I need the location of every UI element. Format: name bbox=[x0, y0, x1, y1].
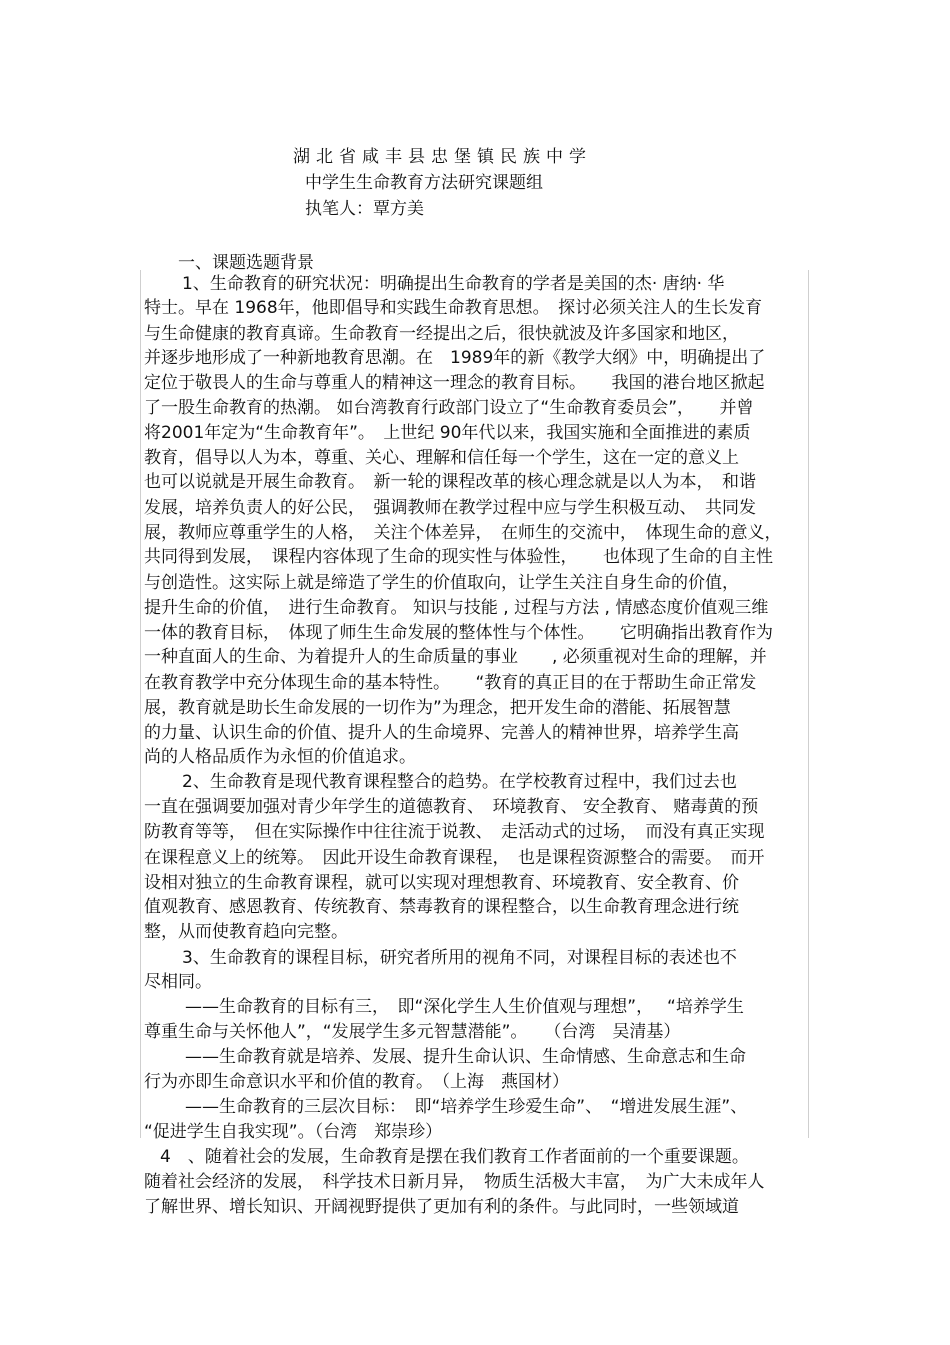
text-line: 提升生命的价值， 进行生命教育。 知识与技能 , 过程与方法 , 情感态度价值观三维 bbox=[144, 598, 769, 618]
text-line: 1、生命教育的研究状况：明确提出生命教育的学者是美国的杰· 唐纳· 华 bbox=[182, 274, 725, 294]
text-line: 一直在强调要加强对青少年学生的道德教育、 环境教育、 安全教育、 赌毒黄的预 bbox=[144, 797, 759, 817]
text-line: 了解世界、增长知识、开阔视野提供了更加有利的条件。与此同时，一些领域道 bbox=[144, 1197, 739, 1217]
text-line: 定位于敬畏人的生命与尊重人的精神这一理念的教育目标。 我国的港台地区掀起 bbox=[144, 373, 765, 393]
text-line: 尚的人格品质作为永恒的价值追求。 bbox=[144, 747, 416, 767]
text-line: 将2001年定为“生命教育年”。 上世纪 90年代以来，我国实施和全面推进的素质 bbox=[144, 423, 751, 443]
text-line: 与生命健康的教育真谛。生命教育一经提出之后，很快就波及许多国家和地区， bbox=[144, 324, 739, 344]
text-line: 3、生命教育的课程目标，研究者所用的视角不同，对课程目标的表述也不 bbox=[182, 948, 737, 968]
section-heading: 一、课题选题背景 bbox=[178, 253, 314, 273]
text-line: 整，从而使教育趋向完整。 bbox=[144, 922, 348, 942]
text-line: 在课程意义上的统筹。 因此开设生命教育课程， 也是课程资源整合的需要。 而开 bbox=[144, 848, 765, 868]
school-name: 湖北省咸丰县忠堡镇民族中学 bbox=[293, 147, 592, 167]
text-line: 了一股生命教育的热潮。 如台湾教育行政部门设立了“生命教育委员会”， 并曾 bbox=[144, 398, 754, 418]
text-line: 并逐步地形成了一种新地教育思潮。在 1989年的新《教学大纲》中，明确提出了 bbox=[144, 348, 766, 368]
text-line: ——生命教育的三层次目标： 即“培养学生珍爱生命”、 “增进发展生涯”、 bbox=[185, 1097, 748, 1117]
text-line: ——生命教育的目标有三， 即“深化学生人生价值观与理想”， “培养学生 bbox=[185, 997, 744, 1017]
text-line: 2、生命教育是现代教育课程整合的趋势。在学校教育过程中，我们过去也 bbox=[182, 772, 737, 792]
text-line: 教育，倡导以人为本，尊重、关心、理解和信任每一个学生，这在一定的意义上 bbox=[144, 448, 739, 468]
text-line: 展，教育就是助长生命发展的一切作为”为理念，把开发生命的潜能、拓展智慧 bbox=[144, 698, 731, 718]
research-group: 中学生生命教育方法研究课题组 bbox=[305, 173, 543, 193]
text-line: 设相对独立的生命教育课程，就可以实现对理想教育、环境教育、安全教育、价 bbox=[144, 873, 739, 893]
text-line: 在教育教学中充分体现生命的基本特性。 “教育的真正目的在于帮助生命正常发 bbox=[144, 673, 757, 693]
text-line: 也可以说就是开展生命教育。 新一轮的课程改革的核心理念就是以人为本， 和谐 bbox=[144, 472, 756, 492]
text-line: 防教育等等， 但在实际操作中往往流于说教、 走活动式的过场， 而没有真正实现 bbox=[144, 822, 765, 842]
text-line: ——生命教育就是培养、发展、提升生命认识、生命情感、生命意志和生命 bbox=[185, 1047, 746, 1067]
text-line: 展，教师应尊重学生的人格， 关注个体差异， 在师生的交流中， 体现生命的意义， bbox=[144, 523, 782, 543]
text-line: 共同得到发展， 课程内容体现了生命的现实性与体验性， 也体现了生命的自主性 bbox=[144, 547, 773, 567]
text-line: 行为亦即生命意识水平和价值的教育。 （上海 燕国材） bbox=[144, 1072, 569, 1092]
text-line: 一种直面人的生命、为着提升人的生命质量的事业 , 必须重视对生命的理解，并 bbox=[144, 647, 767, 667]
text-line: 4 、随着社会的发展，生命教育是摆在我们教育工作者面前的一个重要课题。 bbox=[160, 1147, 749, 1167]
author-line: 执笔人：覃方美 bbox=[305, 199, 424, 219]
text-line: “促进学生自我实现”。（台湾 郑崇珍） bbox=[144, 1122, 443, 1142]
text-line: 随着社会经济的发展， 科学技术日新月异， 物质生活极大丰富， 为广大未成年人 bbox=[144, 1172, 765, 1192]
text-line: 尽相同。 bbox=[144, 972, 212, 992]
text-line: 一体的教育目标， 体现了师生生命发展的整体性与个体性。 它明确指出教育作为 bbox=[144, 623, 773, 643]
text-line: 特士。早在 1968年，他即倡导和实践生命教育思想。 探讨必须关注人的生长发育 bbox=[144, 298, 763, 318]
text-line: 尊重生命与关怀他人”，“发展学生多元智慧潜能”。 （台湾 吴清基） bbox=[144, 1022, 681, 1042]
text-line: 与创造性。这实际上就是缔造了学生的价值取向，让学生关注自身生命的价值， bbox=[144, 573, 739, 593]
text-line: 值观教育、感恩教育、传统教育、禁毒教育的课程整合，以生命教育理念进行统 bbox=[144, 897, 739, 917]
text-line: 的力量、认识生命的价值、提升人的生命境界、完善人的精神世界，培养学生高 bbox=[144, 723, 739, 743]
text-line: 发展，培养负责人的好公民， 强调教师在教学过程中应与学生积极互动、 共同发 bbox=[144, 498, 756, 518]
